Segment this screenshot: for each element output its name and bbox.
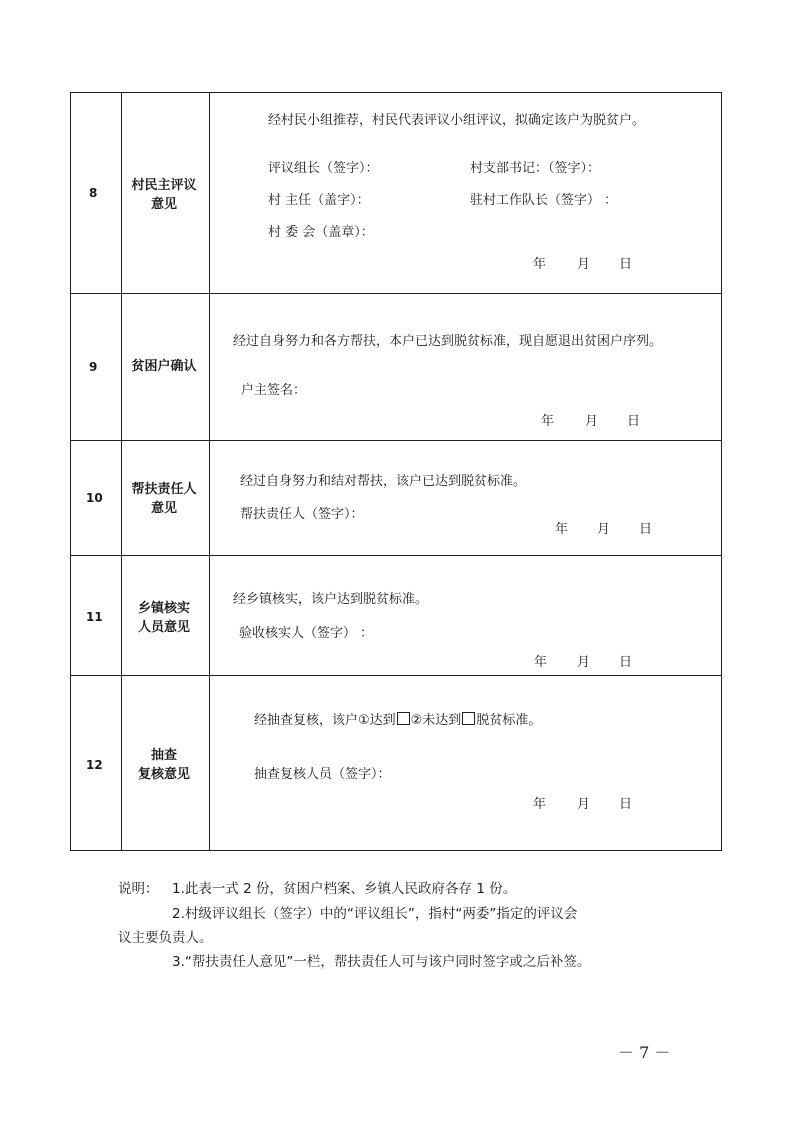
statement-text: 经过自身努力和各方帮扶，本户已达到脱贫标准，现自愿退出贫困户序列。 (233, 334, 663, 349)
date-year: 年 (541, 414, 555, 429)
note-item: 议主要负责人。 (118, 930, 213, 946)
signature-field: 抽查复核人员（签字）： (254, 767, 391, 782)
date-day: 日 (619, 797, 633, 812)
row-number: 12 (86, 758, 103, 772)
date-month: 月 (577, 655, 591, 670)
row-divider (71, 440, 721, 441)
statement-text: 经村民小组推荐，村民代表评议小组评议，拟确定该户为脱贫户。 (268, 113, 646, 128)
date-month: 月 (577, 257, 591, 272)
statement-text (254, 712, 541, 729)
statement-text: 经乡镇核实，该户达到脱贫标准。 (233, 592, 429, 607)
checkbox-not-reached[interactable] (462, 712, 475, 725)
signature-field: 村 主任（盖字）： (268, 193, 370, 208)
row-label (120, 599, 208, 637)
row-label: 贫困户确认 (131, 359, 197, 374)
signature-field: 帮扶责任人（签字）： (240, 507, 364, 522)
date-day: 日 (619, 257, 633, 272)
row-label-line: 村民主评议 (131, 178, 197, 193)
signature-field: 验收核实人（签字） ： (239, 626, 374, 641)
date-year: 年 (533, 257, 547, 272)
row-number: 9 (89, 360, 98, 374)
row-divider (71, 675, 721, 676)
date-month: 月 (585, 414, 599, 429)
notes-label: 说明： (118, 881, 159, 897)
checkbox-reached[interactable] (397, 712, 410, 725)
signature-field: 户主签名： (241, 383, 307, 398)
page-number: － 7 － (618, 1043, 671, 1062)
date-day: 日 (639, 522, 653, 537)
signature-field: 驻村工作队长（签字） ： (470, 193, 618, 208)
column-divider (209, 93, 210, 850)
statement-text-part: 脱贫标准。 (476, 713, 542, 728)
signature-field: 村支部书记：（签字）： (470, 161, 601, 176)
row-label (120, 480, 208, 518)
date-month: 月 (577, 797, 591, 812)
date-year: 年 (534, 655, 548, 670)
row-label-line: 乡镇核实 (137, 601, 190, 616)
signature-field: 村 委 会（盖章）： (268, 225, 374, 240)
row-label-line: 帮扶责任人 (131, 482, 197, 497)
row-divider (71, 293, 721, 294)
row-label (120, 176, 208, 214)
statement-text-part: ②未达到 (410, 713, 462, 728)
row-number: 8 (89, 186, 98, 200)
row-number: 10 (86, 491, 103, 505)
date-year: 年 (555, 522, 569, 537)
row-label (120, 746, 208, 784)
statement-text-part: 经抽查复核，该户①达到 (254, 713, 396, 728)
note-item: 3.“帮扶责任人意见”一栏，帮扶责任人可与该户同时签字或之后补签。 (172, 954, 591, 970)
date-month: 月 (597, 522, 611, 537)
note-item: 1.此表一式 2 份，贫困户档案、乡镇人民政府各存 1 份。 (172, 881, 517, 897)
row-label-line: 意见 (150, 501, 177, 516)
row-label-line: 人员意见 (137, 620, 190, 635)
date-year: 年 (533, 797, 547, 812)
row-divider (71, 555, 721, 556)
row-label-line: 意见 (150, 197, 177, 212)
signature-field: 评议组长（签字）： (268, 161, 379, 176)
row-label-line: 复核意见 (137, 767, 190, 782)
date-day: 日 (627, 414, 641, 429)
note-item: 2.村级评议组长（签字）中的“评议组长”，指村“两委”指定的评议会 (172, 906, 578, 922)
row-number: 11 (86, 610, 103, 624)
row-label-line: 抽查 (150, 748, 177, 763)
statement-text: 经过自身努力和结对帮扶，该户已达到脱贫标准。 (240, 474, 527, 489)
date-day: 日 (619, 655, 633, 670)
